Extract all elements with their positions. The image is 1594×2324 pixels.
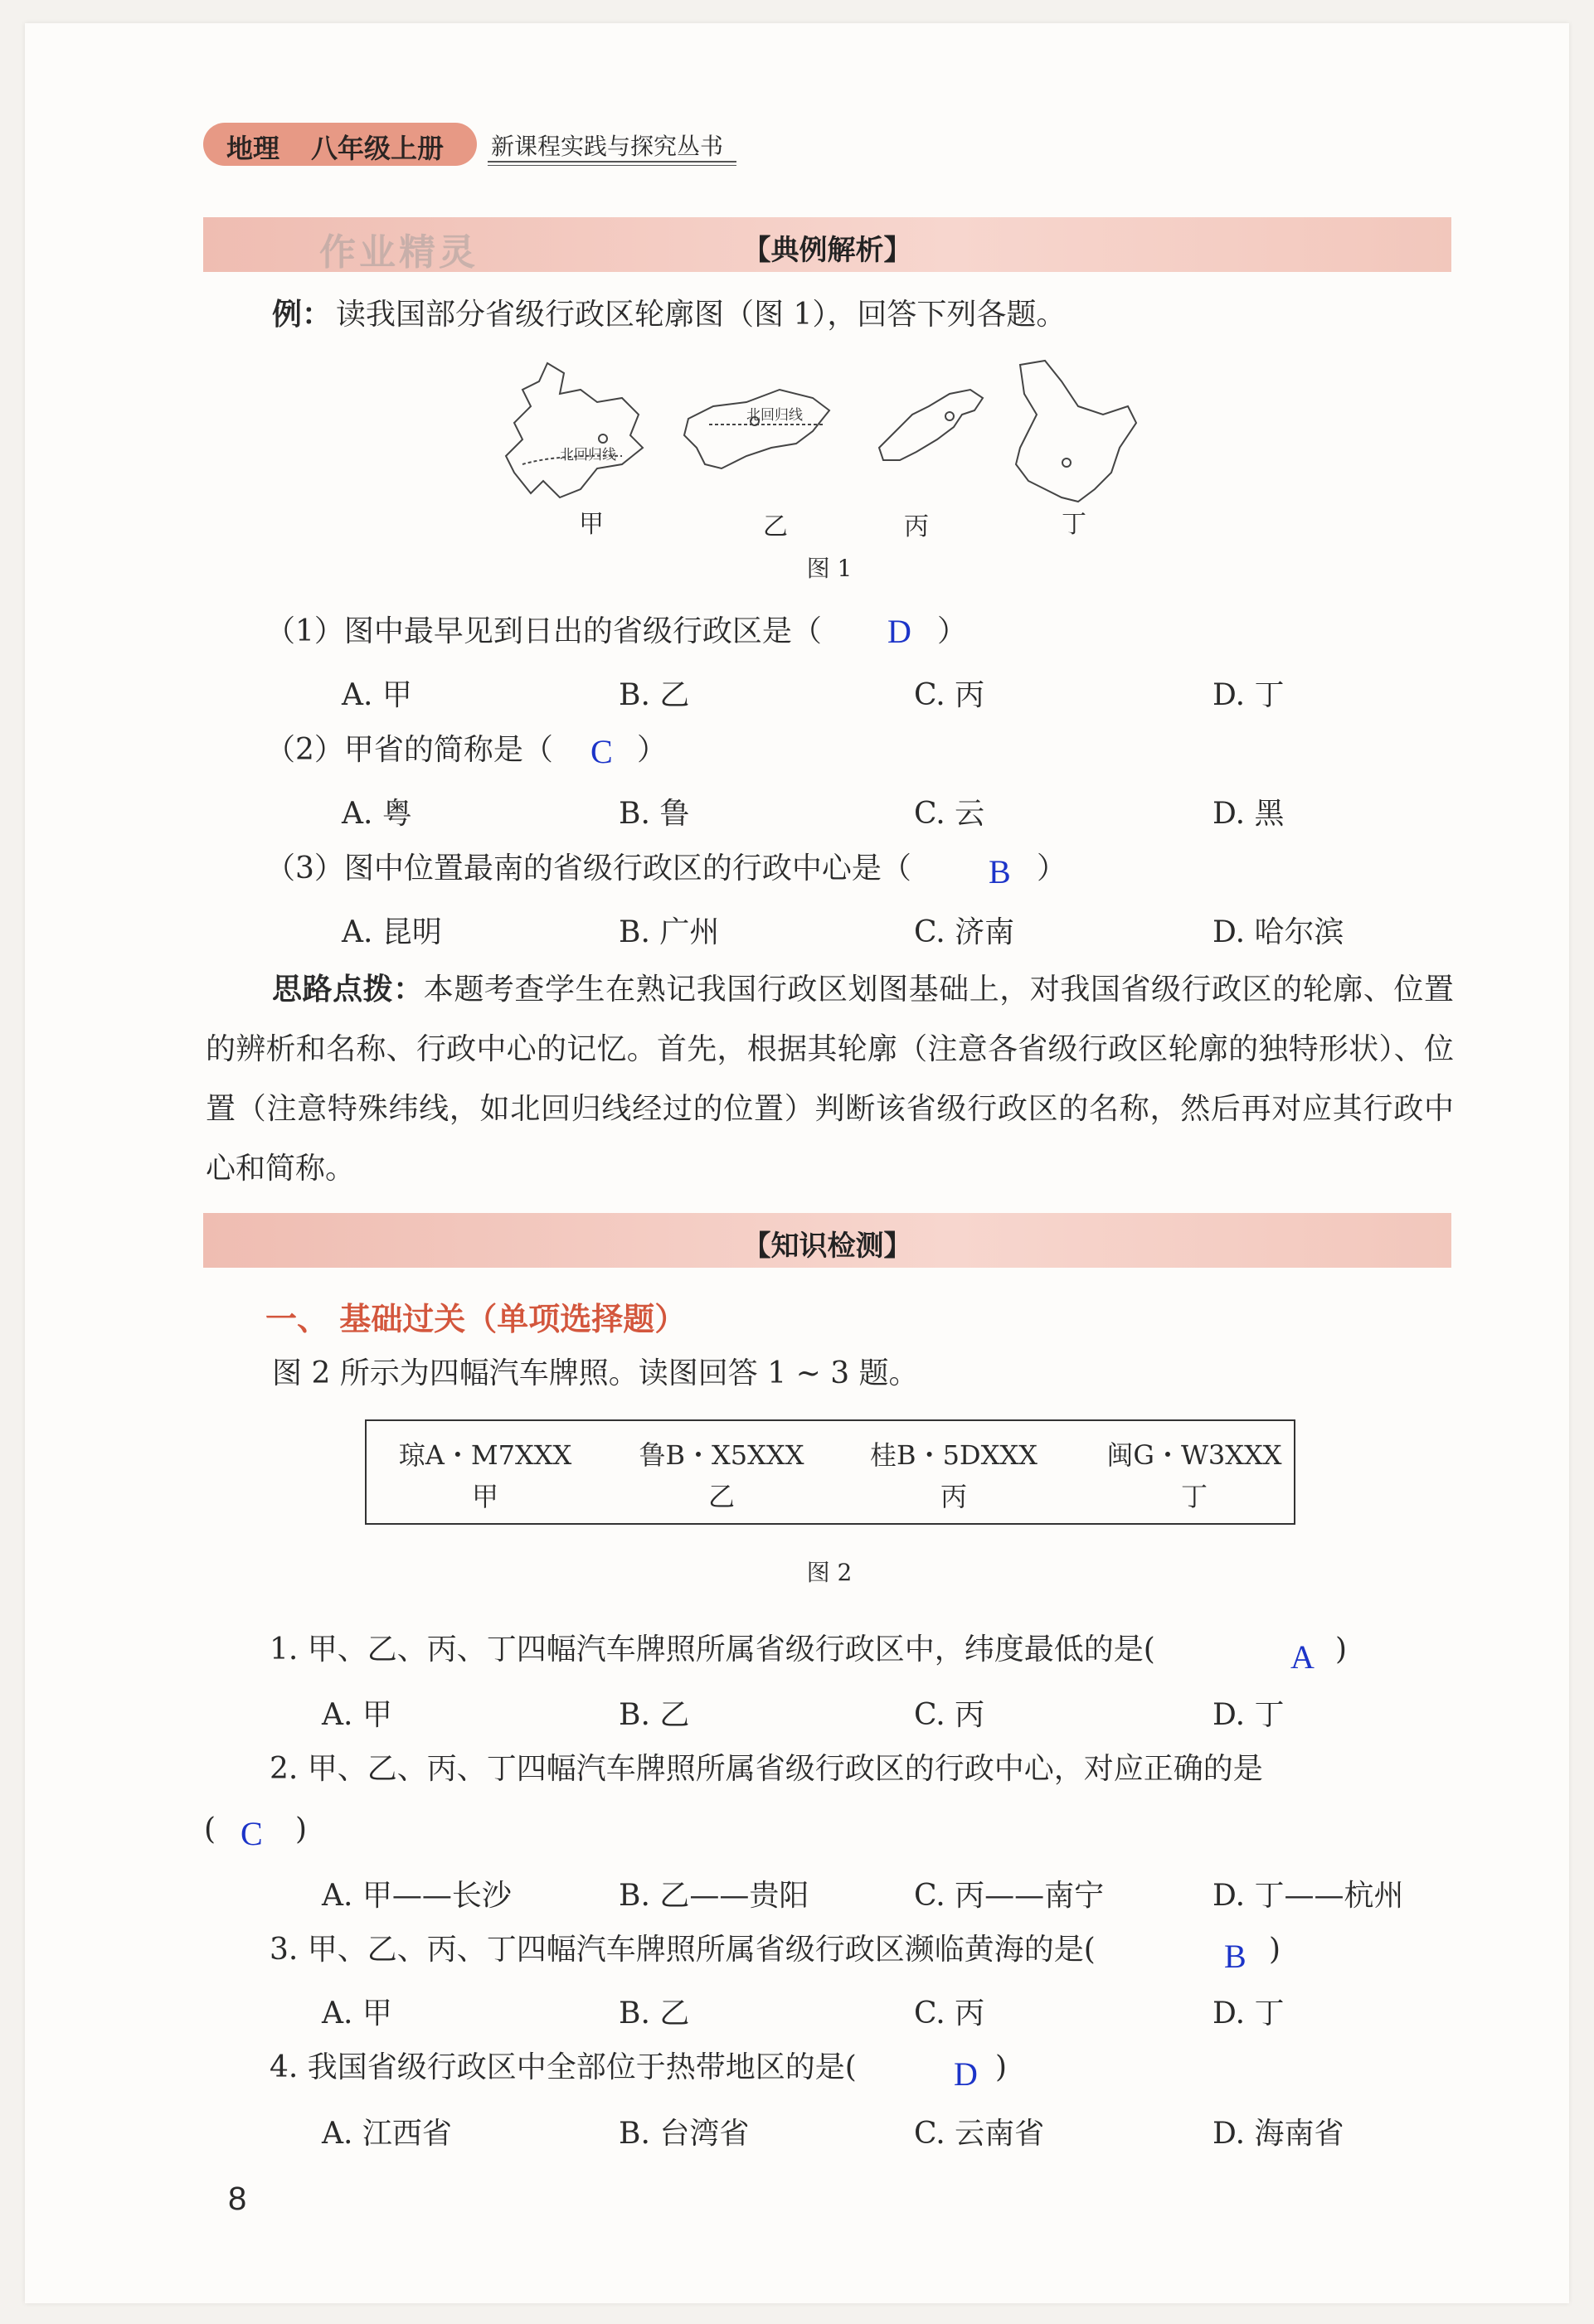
q3-stem: 3. 甲、乙、丙、丁四幅汽车牌照所属省级行政区濒临黄海的是( [270, 1933, 1096, 1967]
figure1-caption: 图 1 [806, 555, 853, 582]
province-outline-bing [879, 390, 983, 460]
capital-marker-bing [945, 412, 954, 420]
example-q2-option-c: C. 云 [914, 797, 985, 831]
plate-number-ding: 闽G・W3XXX [1106, 1439, 1282, 1471]
example-q2-option-b: B. 鲁 [619, 797, 690, 831]
part1-heading: 一、 基础过关（单项选择题） [265, 1301, 687, 1337]
example-q3-option-d: D. 哈尔滨 [1213, 915, 1344, 949]
q3-answer: B [1224, 1938, 1247, 1975]
example-q1-option-d: D. 丁 [1213, 678, 1285, 712]
header-series: 新课程实践与探究丛书 [491, 133, 724, 160]
q1-option-d: D. 丁 [1213, 1698, 1285, 1732]
q2-stem: 2. 甲、乙、丙、丁四幅汽车牌照所属省级行政区的行政中心，对应正确的是 [270, 1752, 1263, 1786]
example-q2-answer: C [590, 733, 613, 770]
province-outline-yi [684, 390, 829, 468]
q1-option-b: B. 乙 [619, 1698, 690, 1732]
page-number: 8 [228, 2181, 247, 2217]
q3-option-d: D. 丁 [1213, 1997, 1285, 2030]
figure-name-yi: 乙 [763, 512, 788, 541]
section-bar-knowledge [203, 1213, 1451, 1268]
q2-open: ( [204, 1812, 216, 1846]
map-label-tropic-jia: 北回归线 [560, 447, 616, 463]
example-q2-close: ） [637, 733, 668, 767]
figure2-caption: 图 2 [806, 1559, 853, 1586]
q3-close: ) [1269, 1933, 1281, 1967]
plate-name-ding: 丁 [1180, 1481, 1208, 1512]
figure-name-ding: 丁 [1062, 510, 1086, 539]
q3-option-a: A. 甲 [322, 1997, 392, 2030]
q1-answer: A [1290, 1638, 1315, 1676]
plate-name-jia: 甲 [471, 1481, 498, 1512]
figure-name-bing: 丙 [904, 512, 929, 541]
part1-intro: 图 2 所示为四幅汽车牌照。读图回答 1 ~ 3 题。 [272, 1356, 919, 1390]
plate-name-bing: 丙 [940, 1481, 967, 1512]
q1-option-c: C. 丙 [914, 1698, 985, 1732]
map-label-tropic-yi: 北回归线 [746, 407, 803, 424]
example-prompt: 读我国部分省级行政区轮廓图（图 1），回答下列各题。 [336, 298, 1067, 332]
q1-stem: 1. 甲、乙、丙、丁四幅汽车牌照所属省级行政区中，纬度最低的是( [270, 1633, 1155, 1667]
q4-option-b: B. 台湾省 [619, 2117, 750, 2151]
q4-option-c: C. 云南省 [914, 2117, 1045, 2151]
q4-close: ) [995, 2050, 1008, 2084]
province-outline-ding [1016, 361, 1136, 502]
section-title-knowledge: 【知识检测】 [742, 1230, 912, 1263]
example-q1-close: ） [937, 614, 968, 648]
example-q3-answer: B [989, 853, 1011, 890]
q2-option-d: D. 丁——杭州 [1213, 1879, 1404, 1913]
province-outline-jia [506, 363, 643, 497]
example-q3-stem: （3）图中位置最南的省级行政区的行政中心是（ [265, 851, 911, 885]
q2-option-a: A. 甲——长沙 [322, 1879, 512, 1913]
header-rule [488, 161, 736, 163]
q4-stem: 4. 我国省级行政区中全部位于热带地区的是( [270, 2050, 857, 2084]
example-q3-option-a: A. 昆明 [342, 915, 442, 949]
example-q2-stem: （2）甲省的简称是（ [265, 733, 553, 767]
watermark-logo: 作业精灵 [319, 231, 479, 274]
q2-close: ) [295, 1812, 308, 1846]
example-q1-option-c: C. 丙 [914, 678, 985, 712]
q1-close: ) [1335, 1633, 1348, 1667]
example-q2-option-d: D. 黑 [1213, 797, 1285, 831]
example-q1-option-a: A. 甲 [342, 678, 412, 712]
example-q3-close: ） [1037, 851, 1067, 885]
hint-label: 思路点拨： [272, 973, 424, 1007]
hint-text: 本题考查学生在熟记我国行政区划图基础上，对我国省级行政区的轮廓、位置的辨析和名称、行政中心的记忆。首先，根据其轮廓（注意各省级行政区轮廓的独特形状）、位置（注意特殊纬线，如北回归线经过的位置）判断该省级行政区的名称，然后再对应其行政中心和简称。 [206, 973, 1454, 1186]
header-rule-thin [488, 165, 736, 166]
example-q1-stem: （1）图中最早见到日出的省级行政区是（ [265, 614, 822, 648]
q4-option-d: D. 海南省 [1213, 2117, 1344, 2151]
section-bar-example [203, 217, 1451, 272]
q2-option-b: B. 乙——贵阳 [619, 1879, 809, 1913]
q2-answer: C [241, 1815, 263, 1852]
hint-paragraph [206, 960, 1454, 1199]
q4-option-a: A. 江西省 [322, 2117, 452, 2151]
header-subject-pill [203, 123, 477, 166]
example-q3-option-b: B. 广州 [619, 915, 720, 949]
example-label: 例： [272, 298, 333, 332]
q2-option-c: C. 丙——南宁 [914, 1879, 1105, 1913]
plate-number-yi: 鲁B・X5XXX [639, 1439, 804, 1471]
q3-option-b: B. 乙 [619, 1997, 690, 2030]
figure-name-jia: 甲 [579, 510, 604, 539]
example-q3-option-c: C. 济南 [914, 915, 1015, 949]
header-grade: 八年级上册 [311, 133, 445, 164]
capital-marker-jia [599, 434, 607, 443]
example-q1-option-b: B. 乙 [619, 678, 690, 712]
plate-name-yi: 乙 [707, 1481, 735, 1512]
example-q2-option-a: A. 粤 [342, 797, 412, 831]
q4-answer: D [954, 2055, 978, 2093]
q3-option-c: C. 丙 [914, 1997, 985, 2030]
q1-option-a: A. 甲 [322, 1698, 392, 1732]
capital-marker-ding [1062, 458, 1071, 467]
example-q1-answer: D [887, 613, 911, 650]
plate-number-jia: 琼A・M7XXX [398, 1439, 572, 1471]
plate-number-bing: 桂B・5DXXX [870, 1439, 1038, 1471]
header-subject: 地理 [226, 133, 280, 164]
section-title-example: 【典例解析】 [742, 234, 912, 267]
